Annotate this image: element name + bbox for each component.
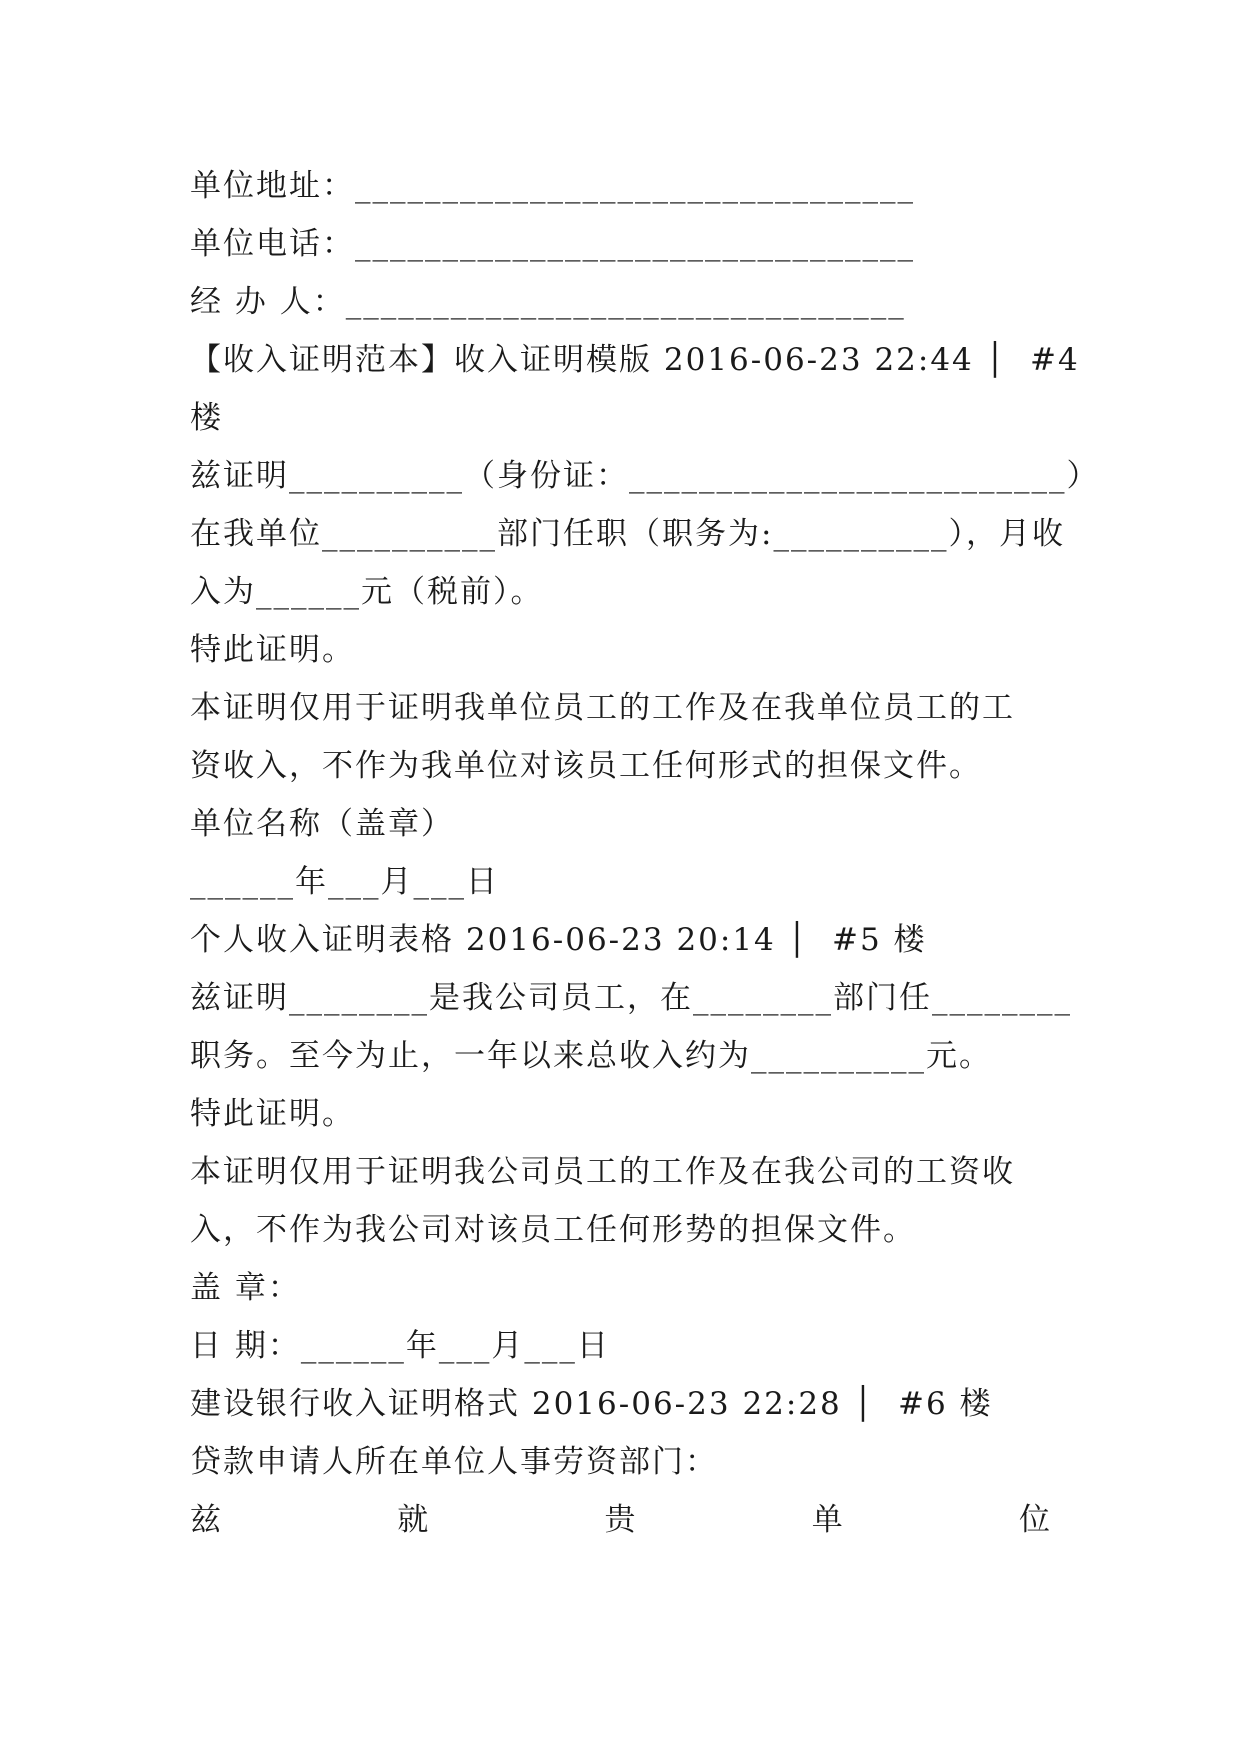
word: 就 (397, 1502, 431, 1538)
text-line: 入为______元（税前）。 (190, 574, 544, 610)
text-line: 兹证明________是我公司员工，在________部门任________ (190, 980, 1072, 1016)
section-heading: 建设银行收入证明格式 2016-06-23 22:28 │ #6 楼 (190, 1386, 993, 1422)
text-line: 本证明仅用于证明我公司员工的工作及在我公司的工资收 (190, 1154, 1015, 1190)
text-line: 资收入，不作为我单位对该员工任何形式的担保文件。 (190, 748, 982, 784)
text-line: 本证明仅用于证明我单位员工的工作及在我单位员工的工 (190, 690, 1015, 726)
date-line: 日 期：______年___月___日 (190, 1328, 610, 1364)
text-line: 在我单位__________部门任职（职务为:__________），月收 (190, 516, 1065, 552)
text-line: 经 办 人：________________________________ (190, 284, 906, 320)
section-heading: 个人收入证明表格 2016-06-23 20:14 │ #5 楼 (190, 922, 927, 958)
justified-text-line (190, 1498, 1052, 1542)
text-line: 入，不作为我公司对该员工任何形势的担保文件。 (190, 1212, 916, 1248)
text-line: 单位地址：________________________________ (190, 168, 915, 204)
text-line: 盖 章： (190, 1270, 301, 1306)
section-heading: 【收入证明范本】收入证明模版 2016-06-23 22:44 │ #4 (190, 342, 1080, 378)
text-line: 职务。至今为止，一年以来总收入约为__________元。 (190, 1038, 992, 1074)
text-line: 贷款申请人所在单位人事劳资部门： (190, 1444, 718, 1480)
word: 贵 (604, 1502, 638, 1538)
text-line: 特此证明。 (190, 1096, 355, 1132)
text-line: 特此证明。 (190, 632, 355, 668)
text-line: 兹证明__________（身份证：_________________________） (190, 458, 1100, 494)
word: 位 (1019, 1502, 1052, 1538)
date-line: ______年___月___日 (190, 864, 499, 900)
word: 单 (811, 1502, 845, 1538)
word: 兹 (190, 1502, 223, 1538)
text-line: 楼 (190, 400, 223, 436)
text-line: 单位电话：________________________________ (190, 226, 915, 262)
text-line: 单位名称（盖章） (190, 806, 454, 842)
